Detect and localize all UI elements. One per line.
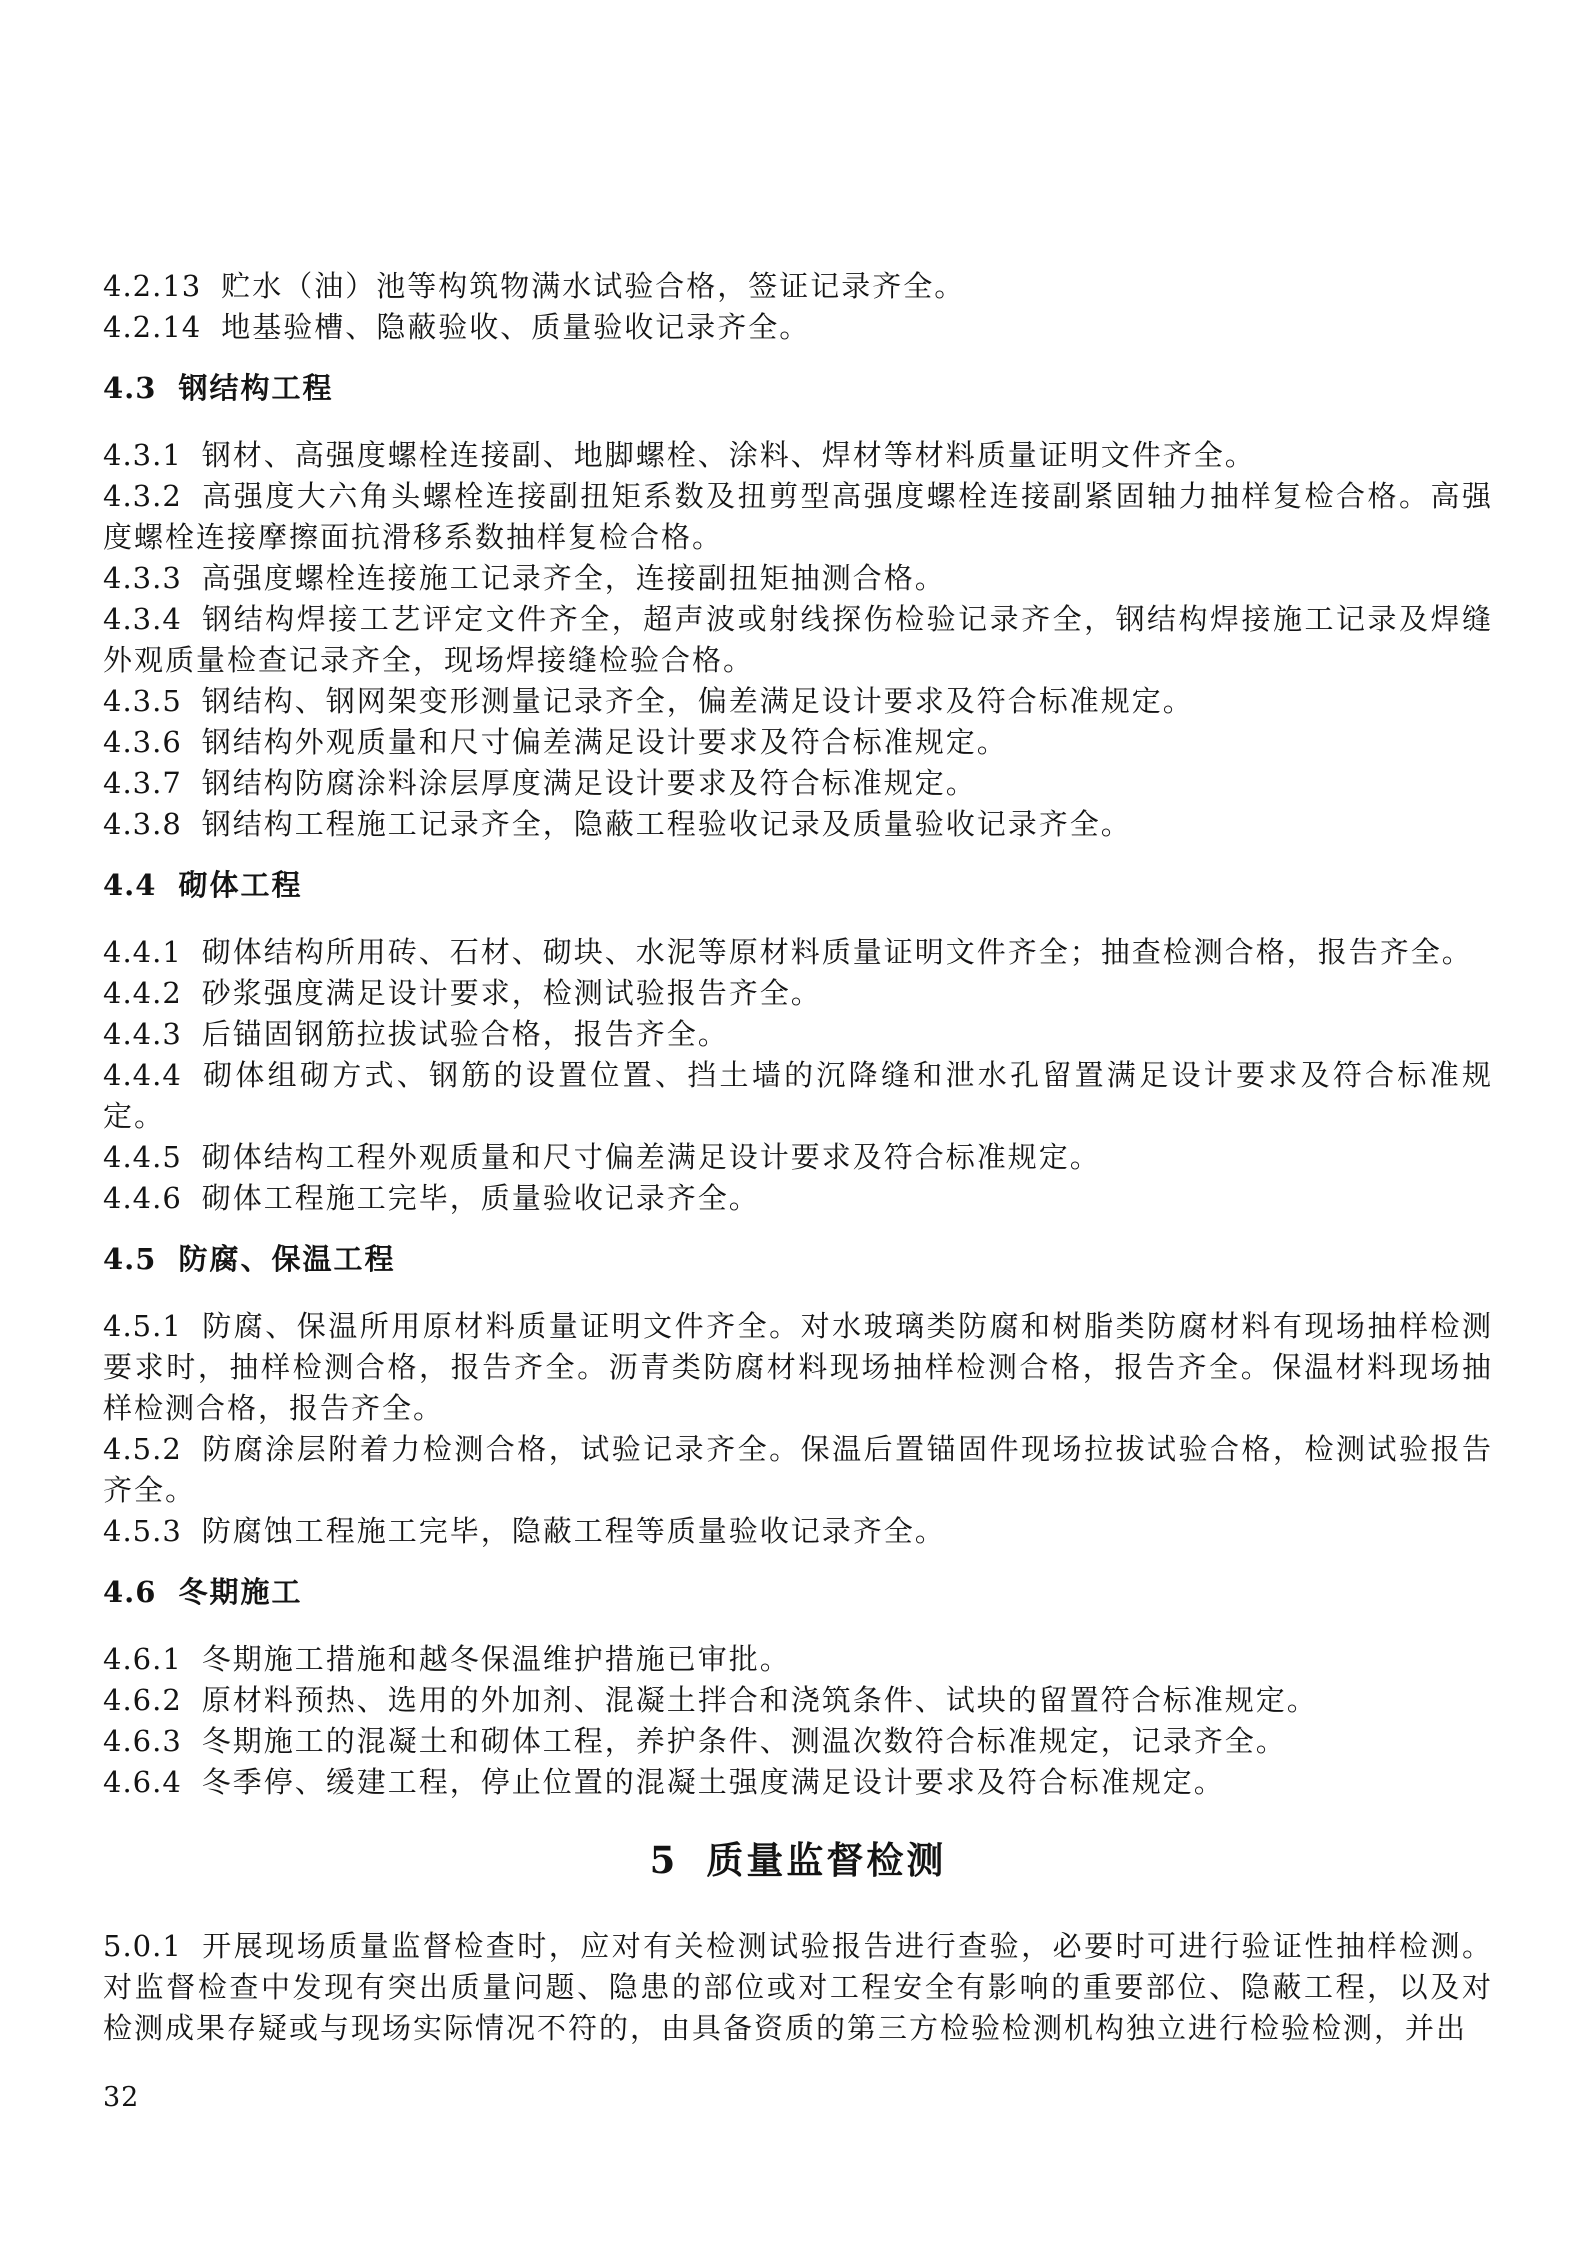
clause-4.5.1 — [103, 1306, 1493, 1429]
clause-number: 4.3.2 — [103, 479, 182, 513]
clause-4.3.6 — [103, 722, 1493, 763]
clause-number: 4.4.4 — [103, 1058, 182, 1092]
clause-4.3.1 — [103, 435, 1493, 476]
clause-number: 4.3.6 — [103, 725, 182, 759]
clause-text: 钢结构防腐涂料涂层厚度满足设计要求及符合标准规定。 — [201, 766, 977, 800]
clause-text: 防腐蚀工程施工完毕，隐蔽工程等质量验收记录齐全。 — [201, 1514, 946, 1548]
clause-text: 冬期施工的混凝土和砌体工程，养护条件、测温次数符合标准规定，记录齐全。 — [201, 1724, 1287, 1758]
section-heading-4.4 — [103, 865, 1493, 906]
clause-text: 冬季停、缓建工程，停止位置的混凝土强度满足设计要求及符合标准规定。 — [201, 1765, 1225, 1799]
clause-4.6.3 — [103, 1721, 1493, 1762]
clause-4.6.4 — [103, 1762, 1493, 1803]
clause-4.4.4 — [103, 1055, 1493, 1137]
clause-4.5.3 — [103, 1511, 1493, 1552]
clause-text: 钢结构焊接工艺评定文件齐全，超声波或射线探伤检验记录齐全，钢结构焊接施工记录及焊缝外观质量检查记录齐全，现场焊接缝检验合格。 — [103, 602, 1493, 677]
clause-number: 4.3.5 — [103, 684, 182, 718]
clause-number: 4.3.4 — [103, 602, 182, 636]
clause-number: 4.5.1 — [103, 1309, 182, 1343]
clause-number: 4.3.7 — [103, 766, 182, 800]
clause-number: 4.5.2 — [103, 1432, 182, 1466]
clause-text: 钢结构工程施工记录齐全，隐蔽工程验收记录及质量验收记录齐全。 — [201, 807, 1132, 841]
clause-number: 4.6.3 — [103, 1724, 182, 1758]
clause-text: 砌体结构工程外观质量和尺寸偏差满足设计要求及符合标准规定。 — [201, 1140, 1101, 1174]
section-title: 防腐、保温工程 — [178, 1242, 396, 1276]
clause-number: 4.2.13 — [103, 269, 202, 303]
clause-text: 防腐涂层附着力检测合格，试验记录齐全。保温后置锚固件现场拉拔试验合格，检测试验报告齐全。 — [103, 1432, 1493, 1507]
clause-text: 砌体结构所用砖、石材、砌块、水泥等原材料质量证明文件齐全；抽查检测合格，报告齐全。 — [201, 935, 1473, 969]
section-title: 钢结构工程 — [178, 371, 334, 405]
clause-number: 4.6.1 — [103, 1642, 182, 1676]
clause-4.5.2 — [103, 1429, 1493, 1511]
clause-number: 4.4.2 — [103, 976, 182, 1010]
document-content — [103, 266, 1493, 2049]
clause-text: 砂浆强度满足设计要求，检测试验报告齐全。 — [201, 976, 822, 1010]
clause-4.3.4 — [103, 599, 1493, 681]
section-heading-4.6 — [103, 1572, 1493, 1613]
clause-text: 后锚固钢筋拉拔试验合格，报告齐全。 — [201, 1017, 729, 1051]
clause-number: 4.4.5 — [103, 1140, 182, 1174]
clause-text: 冬期施工措施和越冬保温维护措施已审批。 — [201, 1642, 791, 1676]
clause-4.2.13 — [103, 266, 1493, 307]
clause-4.6.1 — [103, 1639, 1493, 1680]
chapter-heading-5 — [103, 1833, 1493, 1888]
section-title: 冬期施工 — [178, 1575, 303, 1609]
clause-number: 4.3.3 — [103, 561, 182, 595]
clause-number: 4.2.14 — [103, 310, 202, 344]
clause-4.3.3 — [103, 558, 1493, 599]
clause-text: 防腐、保温所用原材料质量证明文件齐全。对水玻璃类防腐和树脂类防腐材料有现场抽样检测要求时，抽样检测合格，报告齐全。沥青类防腐材料现场抽样检测合格，报告齐全。保温材料现场抽样检测合格，报告齐全。 — [103, 1309, 1493, 1425]
section-number: 4.4 — [103, 868, 157, 902]
clause-text: 砌体工程施工完毕，质量验收记录齐全。 — [201, 1181, 760, 1215]
clause-text: 高强度大六角头螺栓连接副扭矩系数及扭剪型高强度螺栓连接副紧固轴力抽样复检合格。高强度螺栓连接摩擦面抗滑移系数抽样复检合格。 — [103, 479, 1493, 554]
clause-number: 4.3.8 — [103, 807, 182, 841]
section-heading-4.5 — [103, 1239, 1493, 1280]
clause-number: 5.0.1 — [103, 1929, 182, 1963]
section-number: 4.3 — [103, 371, 157, 405]
clause-text: 钢结构外观质量和尺寸偏差满足设计要求及符合标准规定。 — [201, 725, 1008, 759]
clause-number: 4.6.2 — [103, 1683, 182, 1717]
clause-4.3.8 — [103, 804, 1493, 845]
clause-4.4.1 — [103, 932, 1493, 973]
clause-4.3.5 — [103, 681, 1493, 722]
clause-text: 钢材、高强度螺栓连接副、地脚螺栓、涂料、焊材等材料质量证明文件齐全。 — [201, 438, 1256, 472]
section-heading-4.3 — [103, 368, 1493, 409]
clause-4.4.6 — [103, 1178, 1493, 1219]
clause-text: 开展现场质量监督检查时，应对有关检测试验报告进行查验，必要时可进行验证性抽样检测。对监督检查中发现有突出质量问题、隐患的部位或对工程安全有影响的重要部位、隐蔽工程，以及对检测成果存疑或与现场实际情况不符的，由具备资质的第三方检验检测机构独立进行检验检测，并出 — [103, 1929, 1493, 2045]
clause-text: 高强度螺栓连接施工记录齐全，连接副扭矩抽测合格。 — [201, 561, 946, 595]
clause-text: 钢结构、钢网架变形测量记录齐全，偏差满足设计要求及符合标准规定。 — [201, 684, 1194, 718]
clause-text: 地基验槽、隐蔽验收、质量验收记录齐全。 — [221, 310, 811, 344]
clause-text: 原材料预热、选用的外加剂、混凝土拌合和浇筑条件、试块的留置符合标准规定。 — [201, 1683, 1318, 1717]
clause-number: 4.4.1 — [103, 935, 182, 969]
clause-4.4.3 — [103, 1014, 1493, 1055]
clause-5.0.1 — [103, 1926, 1493, 2049]
page-number: 32 — [103, 2082, 140, 2113]
clause-number: 4.6.4 — [103, 1765, 182, 1799]
chapter-number: 5 — [649, 1838, 677, 1882]
clause-number: 4.4.6 — [103, 1181, 182, 1215]
clause-4.3.7 — [103, 763, 1493, 804]
clause-4.2.14 — [103, 307, 1493, 348]
clause-number: 4.5.3 — [103, 1514, 182, 1548]
clause-number: 4.4.3 — [103, 1017, 182, 1051]
clause-4.4.5 — [103, 1137, 1493, 1178]
clause-text: 贮水（油）池等构筑物满水试验合格，签证记录齐全。 — [221, 269, 966, 303]
chapter-title: 质量监督检测 — [706, 1839, 947, 1882]
clause-4.4.2 — [103, 973, 1493, 1014]
clause-4.6.2 — [103, 1680, 1493, 1721]
section-number: 4.6 — [103, 1575, 157, 1609]
clause-number: 4.3.1 — [103, 438, 182, 472]
section-number: 4.5 — [103, 1242, 157, 1276]
clause-text: 砌体组砌方式、钢筋的设置位置、挡土墙的沉降缝和泄水孔留置满足设计要求及符合标准规定。 — [103, 1058, 1493, 1133]
section-title: 砌体工程 — [178, 868, 303, 902]
clause-4.3.2 — [103, 476, 1493, 558]
